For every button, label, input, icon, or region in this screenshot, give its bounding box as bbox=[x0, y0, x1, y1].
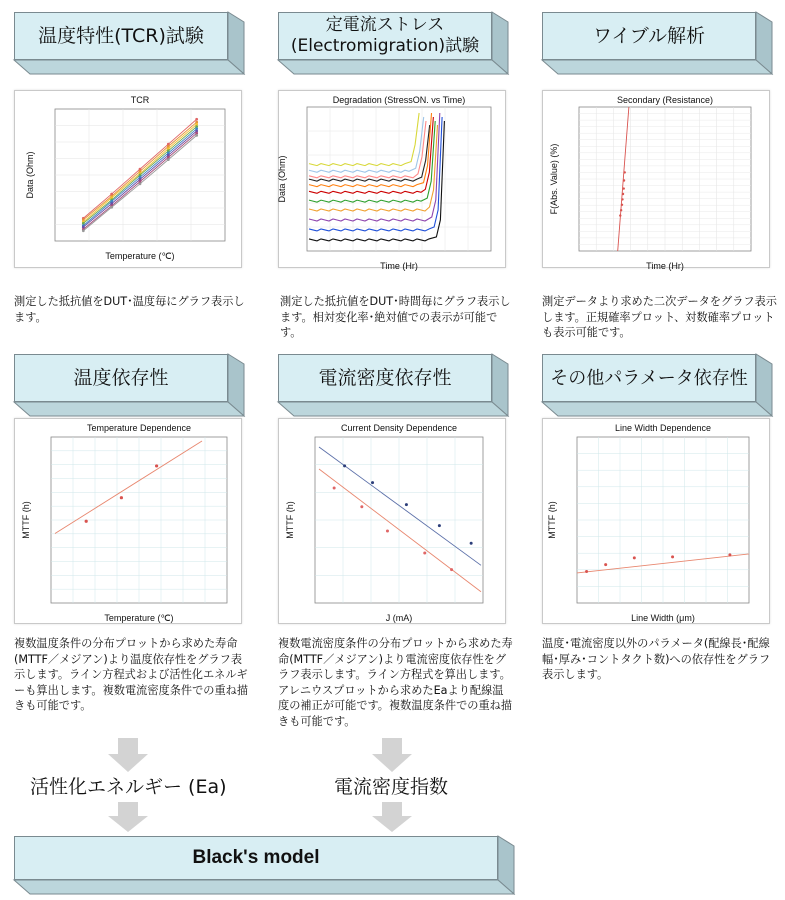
data-point bbox=[470, 542, 473, 545]
header-tempdep bbox=[14, 354, 244, 416]
data-point bbox=[620, 209, 622, 211]
data-point bbox=[155, 464, 158, 467]
data-point bbox=[360, 505, 363, 508]
blacks-model-label: Black's model bbox=[14, 836, 498, 880]
x-axis-label: Line Width (μm) bbox=[631, 613, 695, 623]
box-bottom bbox=[542, 60, 772, 74]
data-point bbox=[343, 464, 346, 467]
data-point bbox=[619, 214, 621, 216]
header-otherdep-label: その他パラメータ依存性 bbox=[542, 354, 756, 402]
chart-title: Degradation (StressON. vs Time) bbox=[332, 95, 466, 105]
data-point bbox=[405, 503, 408, 506]
x-axis-label: J (mA) bbox=[385, 613, 413, 623]
box-bottom bbox=[278, 402, 508, 416]
header-tcr bbox=[14, 12, 244, 74]
data-point bbox=[167, 158, 170, 161]
chart-panel-otherdep bbox=[542, 418, 770, 624]
header-em-label bbox=[278, 12, 492, 60]
data-point bbox=[450, 568, 453, 571]
tempdep-chart bbox=[15, 419, 243, 625]
blacks-model-box bbox=[14, 836, 514, 894]
data-point bbox=[333, 486, 336, 489]
chart-title: Current Density Dependence bbox=[340, 423, 458, 433]
data-point bbox=[585, 570, 588, 573]
box-bottom bbox=[14, 402, 244, 416]
chart-title: Temperature Dependence bbox=[86, 423, 192, 433]
chart-panel-tcr bbox=[14, 90, 242, 268]
data-point bbox=[621, 198, 623, 200]
data-point bbox=[438, 524, 441, 527]
data-point bbox=[622, 193, 624, 195]
x-axis-label: Time (Hr) bbox=[380, 261, 418, 271]
box-bottom bbox=[278, 60, 508, 74]
y-axis-label: Data (Ohm) bbox=[25, 151, 35, 199]
header-em-line2: (Electromigration)試験 bbox=[290, 36, 480, 56]
y-axis-label: MTTF (h) bbox=[285, 501, 295, 539]
header-jdep-label: 電流密度依存性 bbox=[278, 354, 492, 402]
y-axis-label: MTTF (h) bbox=[547, 501, 557, 539]
data-point bbox=[633, 556, 636, 559]
data-point bbox=[110, 206, 113, 209]
desc-tcr: 測定した抵抗値をDUT･温度毎にグラフ表示します。 bbox=[14, 295, 245, 324]
desc-em: 測定した抵抗値をDUT･時間毎にグラフ表示します。相対変化率･絶対値での表示が可能です。 bbox=[280, 295, 511, 339]
chart-title: Secondary (Resistance) bbox=[616, 95, 714, 105]
header-jdep bbox=[278, 354, 508, 416]
y-axis-label: MTTF (h) bbox=[21, 501, 31, 539]
otherdep-chart bbox=[543, 419, 771, 625]
desc-tempdep: 複数温度条件の分布プロットから求めた寿命(MTTF／メジアン)より温度依存性をグラフ表示します。ライン方程式および活性化エネルギーも算出します。複数電流密度条件での重ね描きも可能です。 bbox=[14, 637, 249, 712]
chart-title: TCR bbox=[130, 95, 150, 105]
chart-panel-tempdep bbox=[14, 418, 242, 624]
desc-jdep: 複数電流密度条件の分布プロットから求めた寿命(MTTF／メジアン)より電流密度依存性をグラフ表示します。ライン方程式を算出します。アレニウスプロットから求めたEaより配線温度の補正が可能です。複数温度条件での重ね描きも可能です。 bbox=[278, 637, 513, 728]
jdep-chart bbox=[279, 419, 507, 625]
current-density-exponent-label: 電流密度指数 bbox=[334, 776, 449, 798]
data-point bbox=[82, 229, 85, 232]
x-axis-label: Time (Hr) bbox=[646, 261, 684, 271]
data-point bbox=[371, 481, 374, 484]
data-point bbox=[85, 520, 88, 523]
data-point bbox=[621, 204, 623, 206]
chart-panel-jdep bbox=[278, 418, 506, 624]
down-arrow-right-1 bbox=[372, 738, 412, 772]
data-point bbox=[623, 187, 625, 189]
tcr-chart bbox=[15, 91, 243, 269]
data-point bbox=[623, 179, 625, 181]
weibull-chart bbox=[543, 91, 771, 269]
data-point bbox=[139, 182, 142, 185]
activation-energy-label: 活性化エネルギー (Ea) bbox=[30, 776, 227, 798]
header-tcr-label: 温度特性(TCR)試験 bbox=[14, 12, 228, 60]
x-axis-label: Temperature (℃) bbox=[105, 251, 175, 261]
down-arrow-right-2 bbox=[372, 802, 412, 832]
box-bottom bbox=[14, 880, 514, 894]
header-otherdep bbox=[542, 354, 772, 416]
x-axis-label: Temperature (℃) bbox=[104, 613, 174, 623]
header-tempdep-label: 温度依存性 bbox=[14, 354, 228, 402]
chart-title: Line Width Dependence bbox=[614, 423, 712, 433]
down-arrow-left-1 bbox=[108, 738, 148, 772]
data-point bbox=[386, 530, 389, 533]
chart-panel-em bbox=[277, 90, 506, 271]
desc-otherdep: 温度･電流密度以外のパラメータ(配線長･配線幅･厚み･コントタクト数)への依存性をグラフ表示します。 bbox=[542, 637, 771, 681]
box-bottom bbox=[542, 402, 772, 416]
data-point bbox=[120, 496, 123, 499]
header-weibull-label: ワイブル解析 bbox=[542, 12, 756, 60]
header-weibull bbox=[542, 12, 772, 74]
chart-panel-weibull bbox=[542, 90, 770, 271]
data-point bbox=[671, 555, 674, 558]
y-axis-label: F(Abs. Value) (%) bbox=[549, 143, 559, 215]
em-chart bbox=[279, 91, 507, 289]
data-point bbox=[728, 553, 731, 556]
data-point bbox=[195, 118, 198, 121]
data-point bbox=[195, 134, 198, 137]
desc-weibull: 測定データより求めた二次データをグラフ表示します。正規確率プロット、対数確率プロットも表示可能です。 bbox=[542, 295, 777, 339]
data-point bbox=[423, 552, 426, 555]
box-bottom bbox=[14, 60, 244, 74]
header-em bbox=[278, 12, 508, 74]
header-em-line1: 定電流ストレス bbox=[325, 15, 445, 35]
down-arrow-left-2 bbox=[108, 802, 148, 832]
data-point bbox=[624, 171, 626, 173]
y-axis-label: Data (Ohm) bbox=[277, 155, 287, 203]
data-point bbox=[604, 563, 607, 566]
